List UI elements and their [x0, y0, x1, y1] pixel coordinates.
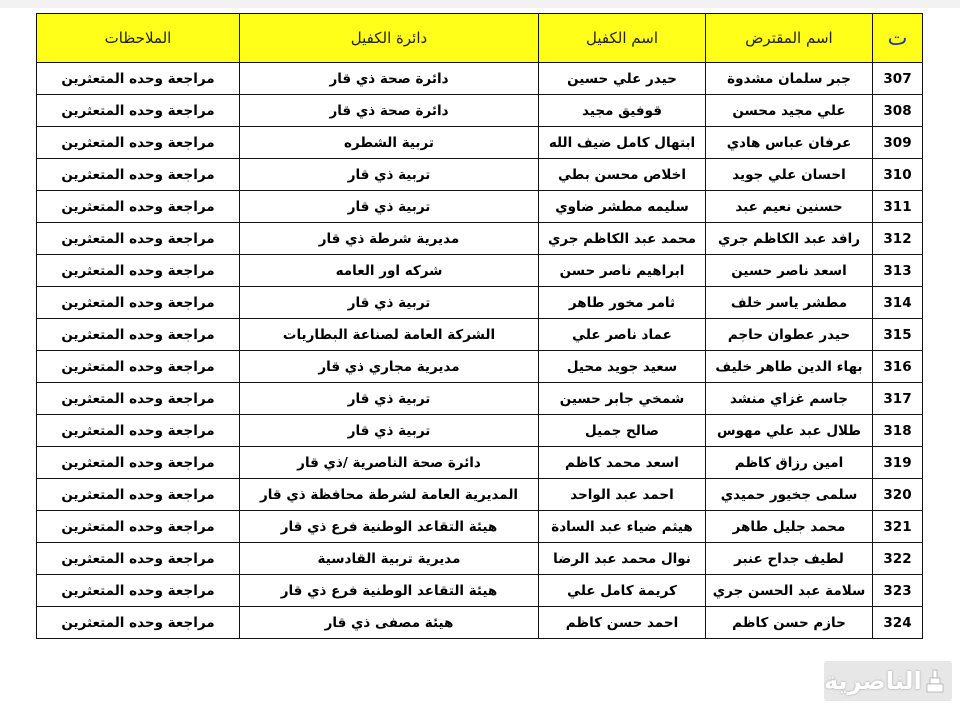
- cell-department: دائرة صحة الناصرية /ذي قار: [240, 447, 539, 479]
- table-row: [37, 543, 923, 575]
- cell-notes: مراجعة وحده المتعثرين: [37, 127, 240, 159]
- guarantor-table: [36, 13, 923, 639]
- cell-department: هيئة التقاعد الوطنية فرع ذي قار: [240, 511, 539, 543]
- cell-notes: مراجعة وحده المتعثرين: [37, 287, 240, 319]
- cell-guarantor: نوال محمد عبد الرضا: [539, 543, 706, 575]
- cell-department: دائرة صحة ذي قار: [240, 63, 539, 95]
- cell-guarantor: ابتهال كامل ضيف الله: [539, 127, 706, 159]
- cell-department: تربية ذي قار: [240, 159, 539, 191]
- cell-t: 307: [873, 63, 923, 95]
- watermark-logo: [824, 661, 952, 701]
- cell-guarantor: صالح جميل: [539, 415, 706, 447]
- cell-guarantor: سعيد جويد محيل: [539, 351, 706, 383]
- cell-department: المديرية العامة لشرطة محافظة ذي قار: [240, 479, 539, 511]
- cell-notes: مراجعة وحده المتعثرين: [37, 447, 240, 479]
- cell-borrower: عرفان عباس هادي: [706, 127, 873, 159]
- cell-t: 310: [873, 159, 923, 191]
- table-row: [37, 479, 923, 511]
- cell-guarantor: قوفيق مجيد: [539, 95, 706, 127]
- cell-notes: مراجعة وحده المتعثرين: [37, 95, 240, 127]
- cell-notes: مراجعة وحده المتعثرين: [37, 607, 240, 639]
- cell-notes: مراجعة وحده المتعثرين: [37, 351, 240, 383]
- cell-borrower: بهاء الدين طاهر خليف: [706, 351, 873, 383]
- header-department: دائرة الكفيل: [240, 14, 539, 63]
- cell-notes: مراجعة وحده المتعثرين: [37, 319, 240, 351]
- cell-t: 314: [873, 287, 923, 319]
- cell-department: تربية ذي قار: [240, 383, 539, 415]
- table-row: [37, 127, 923, 159]
- cell-borrower: مطشر ياسر خلف: [706, 287, 873, 319]
- table-row: [37, 191, 923, 223]
- cell-t: 320: [873, 479, 923, 511]
- cell-borrower: سلمى جخيور حميدي: [706, 479, 873, 511]
- header-guarantor: اسم الكفيل: [539, 14, 706, 63]
- cell-department: دائرة صحة ذي قار: [240, 95, 539, 127]
- cell-guarantor: سليمه مطشر ضاوي: [539, 191, 706, 223]
- cell-guarantor: هيثم ضياء عبد السادة: [539, 511, 706, 543]
- cell-t: 323: [873, 575, 923, 607]
- cell-notes: مراجعة وحده المتعثرين: [37, 159, 240, 191]
- cell-t: 312: [873, 223, 923, 255]
- cell-borrower: اسعد ناصر حسين: [706, 255, 873, 287]
- cell-guarantor: شمخي جابر حسين: [539, 383, 706, 415]
- cell-notes: مراجعة وحده المتعثرين: [37, 511, 240, 543]
- watermark-text: الناصرية: [824, 667, 922, 695]
- ziggurat-icon: [926, 668, 944, 694]
- table-row: [37, 575, 923, 607]
- header-t: ت: [873, 14, 923, 63]
- cell-borrower: احسان علي جويد: [706, 159, 873, 191]
- cell-borrower: جاسم غزاي منشد: [706, 383, 873, 415]
- cell-t: 321: [873, 511, 923, 543]
- cell-t: 322: [873, 543, 923, 575]
- cell-guarantor: احمد عبد الواحد: [539, 479, 706, 511]
- cell-department: مديرية مجاري ذي قار: [240, 351, 539, 383]
- table-row: [37, 287, 923, 319]
- cell-notes: مراجعة وحده المتعثرين: [37, 543, 240, 575]
- cell-borrower: لطيف جداح عنبر: [706, 543, 873, 575]
- cell-borrower: حسنين نعيم عبد: [706, 191, 873, 223]
- cell-department: هيئة مصفى ذي قار: [240, 607, 539, 639]
- cell-department: تربية ذي قار: [240, 415, 539, 447]
- header-notes: الملاحظات: [37, 14, 240, 63]
- table-body: [37, 63, 923, 639]
- cell-department: مديرية شرطة ذي قار: [240, 223, 539, 255]
- cell-notes: مراجعة وحده المتعثرين: [37, 255, 240, 287]
- cell-notes: مراجعة وحده المتعثرين: [37, 383, 240, 415]
- cell-t: 319: [873, 447, 923, 479]
- cell-guarantor: محمد عبد الكاظم جري: [539, 223, 706, 255]
- table-row: [37, 223, 923, 255]
- cell-department: تربية ذي قار: [240, 287, 539, 319]
- table-row: [37, 351, 923, 383]
- cell-department: الشركة العامة لصناعة البطاريات: [240, 319, 539, 351]
- cell-department: تربية ذي قار: [240, 191, 539, 223]
- cell-notes: مراجعة وحده المتعثرين: [37, 223, 240, 255]
- header-borrower: اسم المقترض: [706, 14, 873, 63]
- cell-department: تربية الشطره: [240, 127, 539, 159]
- table-row: [37, 159, 923, 191]
- cell-department: هيئة التقاعد الوطنية فرع ذي قار: [240, 575, 539, 607]
- cell-t: 318: [873, 415, 923, 447]
- table-row: [37, 95, 923, 127]
- cell-borrower: امين رزاق كاظم: [706, 447, 873, 479]
- cell-t: 309: [873, 127, 923, 159]
- cell-notes: مراجعة وحده المتعثرين: [37, 479, 240, 511]
- cell-department: مديرية تربية القادسية: [240, 543, 539, 575]
- cell-notes: مراجعة وحده المتعثرين: [37, 415, 240, 447]
- cell-borrower: محمد جليل طاهر: [706, 511, 873, 543]
- cell-t: 315: [873, 319, 923, 351]
- cell-guarantor: اخلاص محسن بطي: [539, 159, 706, 191]
- table-row: [37, 607, 923, 639]
- cell-guarantor: ثامر مخور طاهر: [539, 287, 706, 319]
- table-row: [37, 255, 923, 287]
- table-row: [37, 63, 923, 95]
- cell-borrower: جبر سلمان مشدوة: [706, 63, 873, 95]
- cell-t: 311: [873, 191, 923, 223]
- table-header-row: [37, 14, 923, 63]
- cell-borrower: حيدر عطوان حاجم: [706, 319, 873, 351]
- cell-notes: مراجعة وحده المتعثرين: [37, 191, 240, 223]
- cell-t: 308: [873, 95, 923, 127]
- table-row: [37, 447, 923, 479]
- cell-t: 313: [873, 255, 923, 287]
- cell-guarantor: احمد حسن كاظم: [539, 607, 706, 639]
- cell-guarantor: اسعد محمد كاظم: [539, 447, 706, 479]
- table-row: [37, 383, 923, 415]
- cell-guarantor: حيدر علي حسين: [539, 63, 706, 95]
- cell-borrower: علي مجيد محسن: [706, 95, 873, 127]
- cell-t: 316: [873, 351, 923, 383]
- cell-notes: مراجعة وحده المتعثرين: [37, 575, 240, 607]
- cell-t: 324: [873, 607, 923, 639]
- cell-notes: مراجعة وحده المتعثرين: [37, 63, 240, 95]
- table-row: [37, 511, 923, 543]
- cell-borrower: سلامة عبد الحسن جري: [706, 575, 873, 607]
- cell-guarantor: عماد ناصر علي: [539, 319, 706, 351]
- cell-guarantor: كريمة كامل علي: [539, 575, 706, 607]
- table-row: [37, 319, 923, 351]
- cell-t: 317: [873, 383, 923, 415]
- cell-guarantor: ابراهيم ناصر حسن: [539, 255, 706, 287]
- cell-borrower: حازم حسن كاظم: [706, 607, 873, 639]
- table-row: [37, 415, 923, 447]
- cell-department: شركه اور العامه: [240, 255, 539, 287]
- cell-borrower: رافد عبد الكاظم جري: [706, 223, 873, 255]
- cell-borrower: طلال عبد علي مهوس: [706, 415, 873, 447]
